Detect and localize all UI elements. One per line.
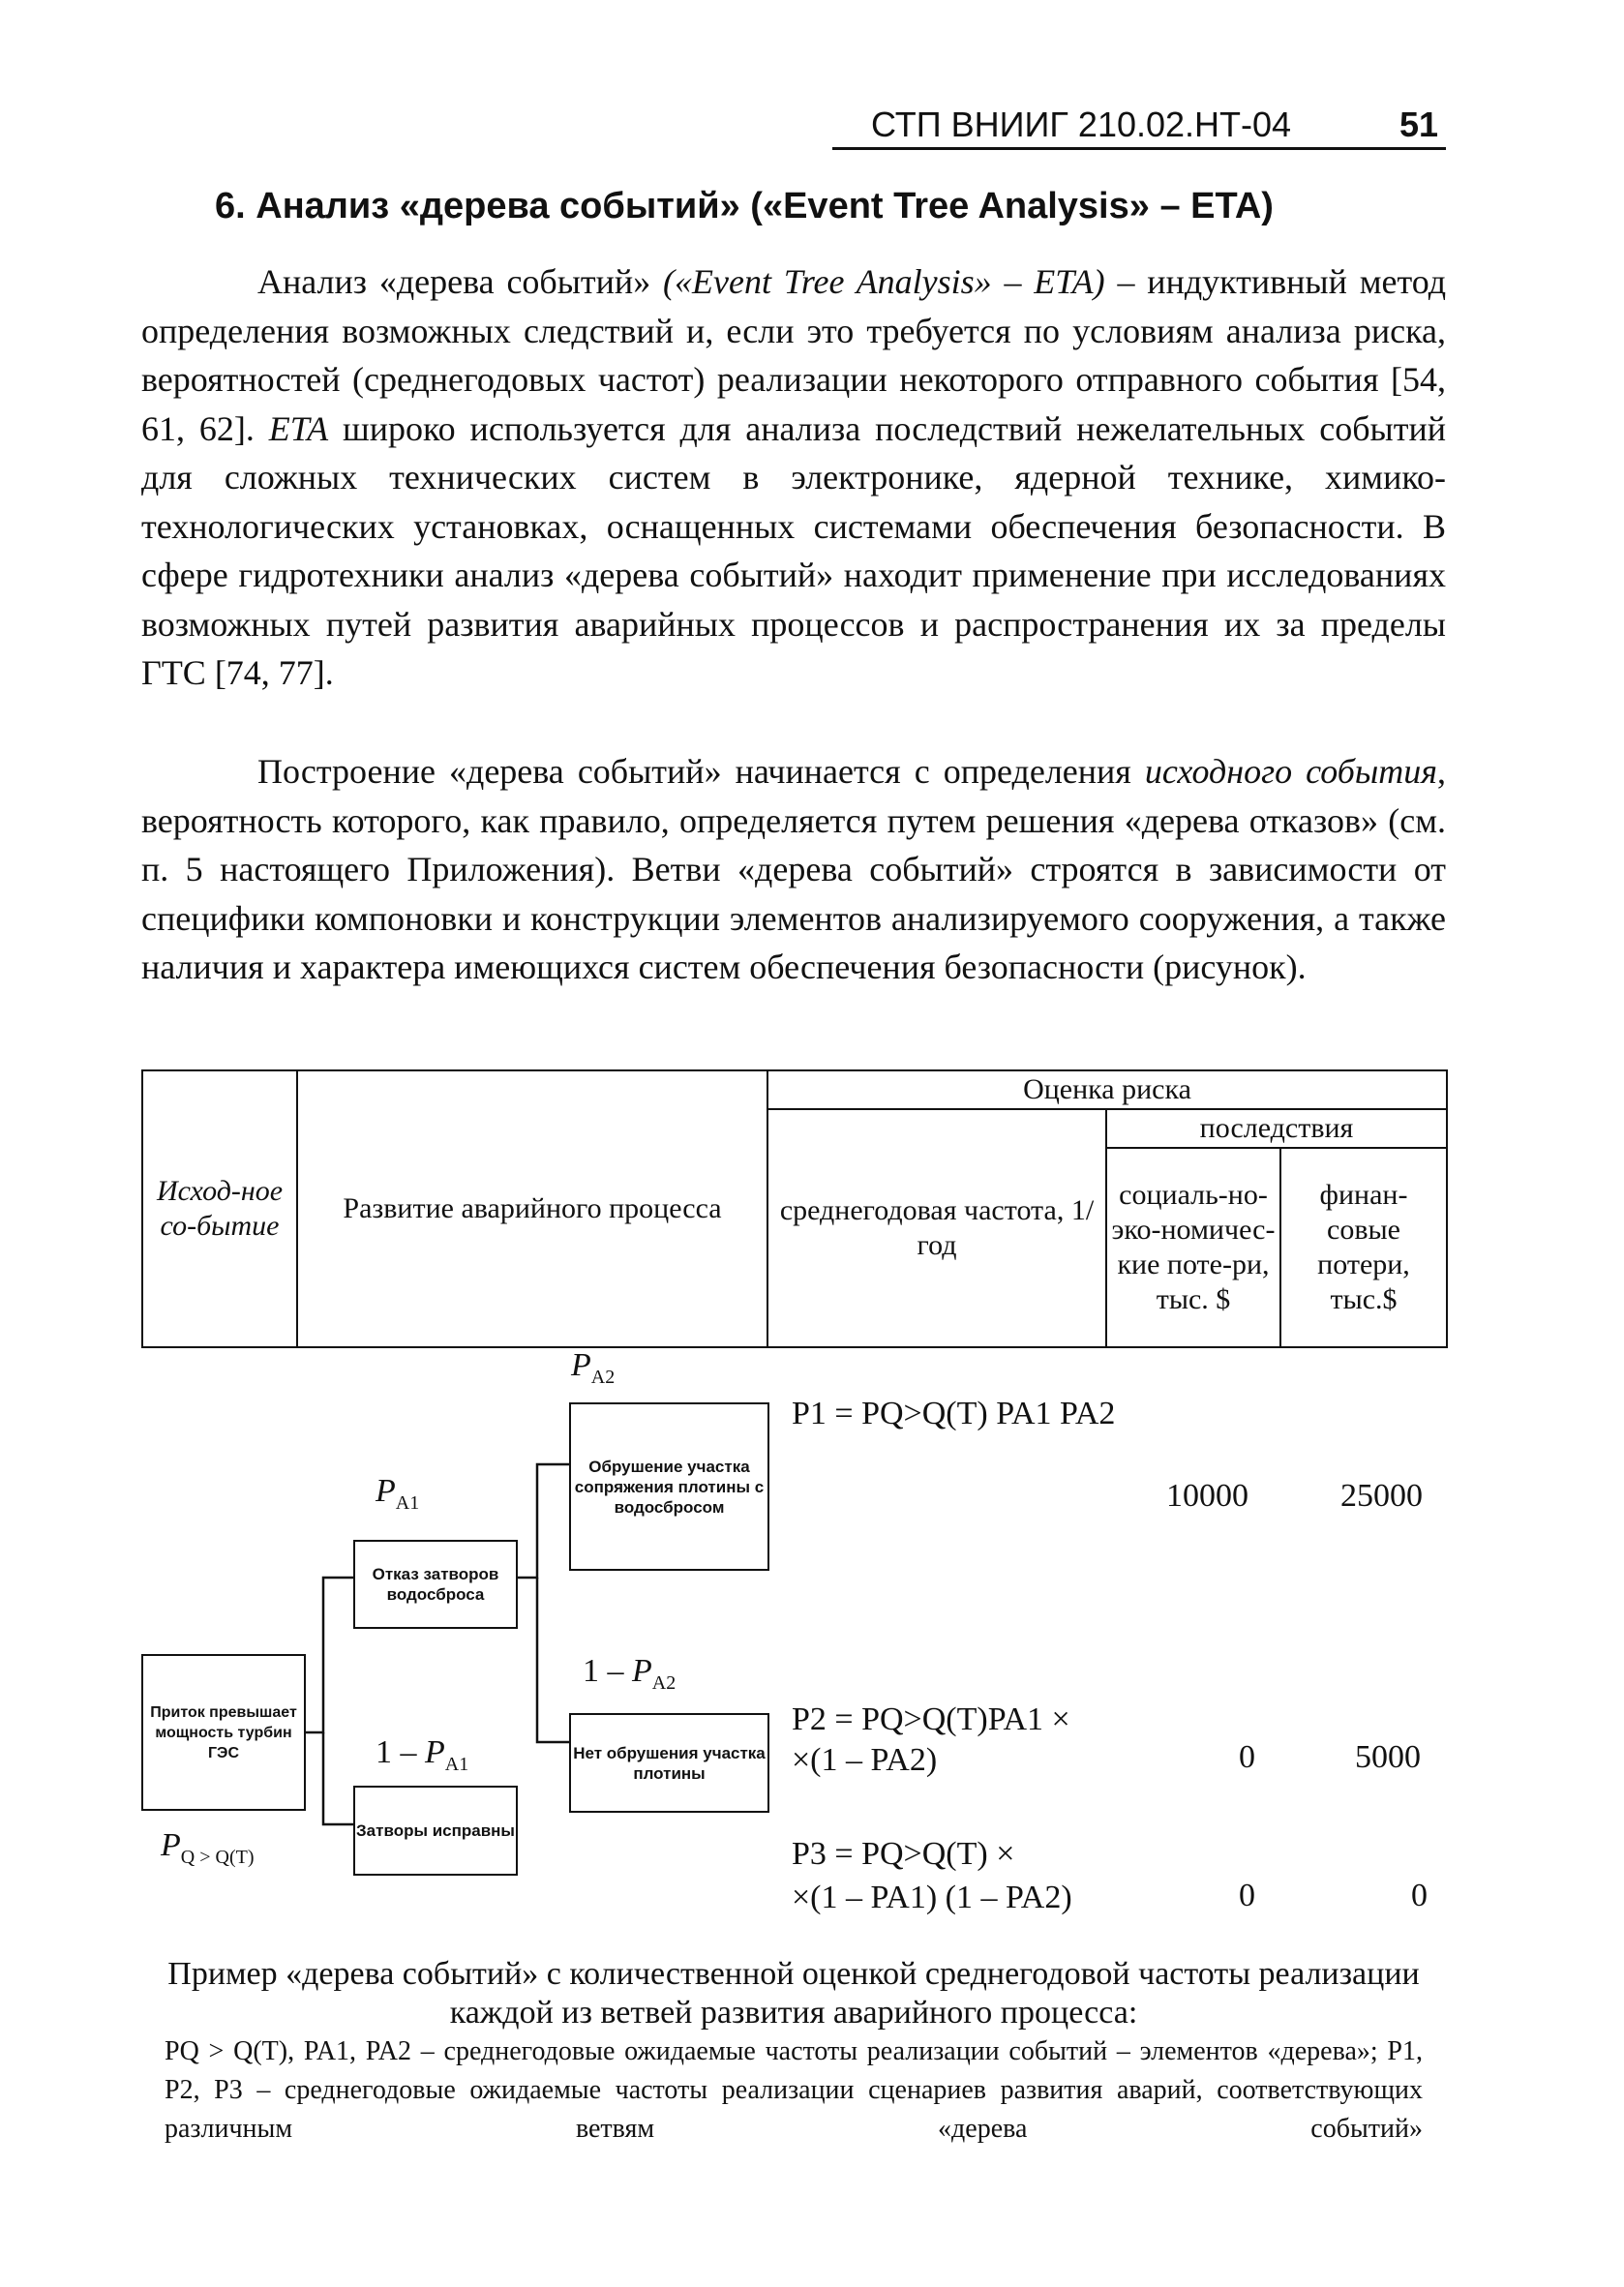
p1-end: широко используется для анализа последствий нежелательных событий для сложных технических систем в электронике, ядерной технике, химико-технологических установках, оснащенных системами обеспечения безопасности. В сфере гидротехники анализ «дерева событий» находит применение при исследованиях возможных путей развития аварийных процессов и распространения их за пределы ГТС [74, 77]. [141, 408, 1446, 692]
col-frequency: среднегодовая частота, 1/год [767, 1109, 1106, 1347]
label-one-minus-pa2: $1 - P_{A2}$ [583, 1653, 677, 1694]
initial-event-box: Приток превышает мощность турбин ГЭС [141, 1654, 306, 1811]
p2-italic: исходного события [1144, 752, 1437, 791]
branch2-social-loss: 0 [1239, 1739, 1255, 1775]
p2-end: , вероятность которого, как правило, определяется путем решения «дерева отказов» (см. п. 5 настоящего Приложения). Ветви «дерева событий» строятся в зависимости от специфики компоновки и конструкции элементов анализируемого сооружения, а также наличия и характера имеющихся систем обеспечения безопасности (рисунок). [141, 752, 1446, 986]
section-title: 6. Анализ «дерева событий» («Event Tree Analysis» – ETA) [215, 186, 1274, 226]
page-number: 51 [1398, 105, 1438, 144]
branch3-social-loss: 0 [1239, 1878, 1255, 1913]
formula-p1: P1 = PQ>Q(T) PA1 PA2 [792, 1396, 1116, 1431]
branch2-financial-loss: 5000 [1355, 1739, 1421, 1775]
formula-p3-line1: P3 = PQ>Q(T) × [792, 1836, 1015, 1872]
col-consequences: последствия [1106, 1109, 1447, 1148]
gate-failure-box: Отказ затворов водосброса [353, 1540, 518, 1629]
col-social-losses: социаль-но-эко-номичес-кие поте-ри, тыс. $ [1106, 1148, 1280, 1347]
formula-p3-line2: ×(1 – PA1) (1 – PA2) [792, 1880, 1072, 1915]
figure-caption: Пример «дерева событий» с количественной оценкой среднегодовой частоты реализации каждой из ветвей развития аварийного процесса: [167, 1956, 1420, 2031]
label-pq: $P_{Q > Q(T)}$ [161, 1827, 255, 1868]
gates-ok-box: Затворы исправны [353, 1786, 518, 1876]
collapse-box: Обрушение участка сопряжения плотины с водосбросом [569, 1402, 769, 1571]
label-pa2: $P_{A2}$ [571, 1347, 616, 1388]
figure-note: PQ > Q(T), PA1, PA2 – среднегодовые ожидаемые частоты реализации событий – элементов «дерева»; P1, P2, P3 – среднегодовые ожидаемые частоты реализации сценариев развития аварий, соответствующих различным ветвям «дерева событий» [165, 2036, 1423, 2144]
p1-italic-1: («Event Tree Analysis» – ETA) [663, 262, 1105, 301]
p1-italic-2: ETA [268, 408, 329, 448]
label-one-minus-pa1: $1 - P_{A1}$ [376, 1734, 469, 1775]
document-code: СТП ВНИИГ 210.02.НТ-04 [871, 105, 1292, 144]
branch1-financial-loss: 25000 [1340, 1478, 1423, 1514]
col-risk-assessment: Оценка риска [767, 1070, 1447, 1109]
formula-p2-line2: ×(1 – PA2) [792, 1742, 938, 1778]
branch1-social-loss: 10000 [1166, 1478, 1248, 1514]
p1-mid: – индуктивный метод определения возможных следствий и, если это требуется по условиям анализа риска, вероятностей (среднегодовых частот) реализации некоторого отправного события [54, 61, 62]. [141, 262, 1447, 448]
no-collapse-box: Нет обрушения участка плотины [569, 1713, 769, 1813]
col-initial-event: Исход-ное со-бытие [142, 1070, 297, 1347]
formula-p2-line1: P2 = PQ>Q(T)PA1 × [792, 1701, 1070, 1737]
col-financial-losses: финан-совые потери, тыс.$ [1280, 1148, 1447, 1347]
branch3-financial-loss: 0 [1411, 1878, 1428, 1913]
col-process: Развитие аварийного процесса [297, 1070, 767, 1347]
label-pa1: $P_{A1}$ [376, 1473, 420, 1514]
p2-start: Построение «дерева событий» начинается с определения [257, 752, 1145, 791]
p1-start: Анализ «дерева событий» [257, 262, 664, 301]
